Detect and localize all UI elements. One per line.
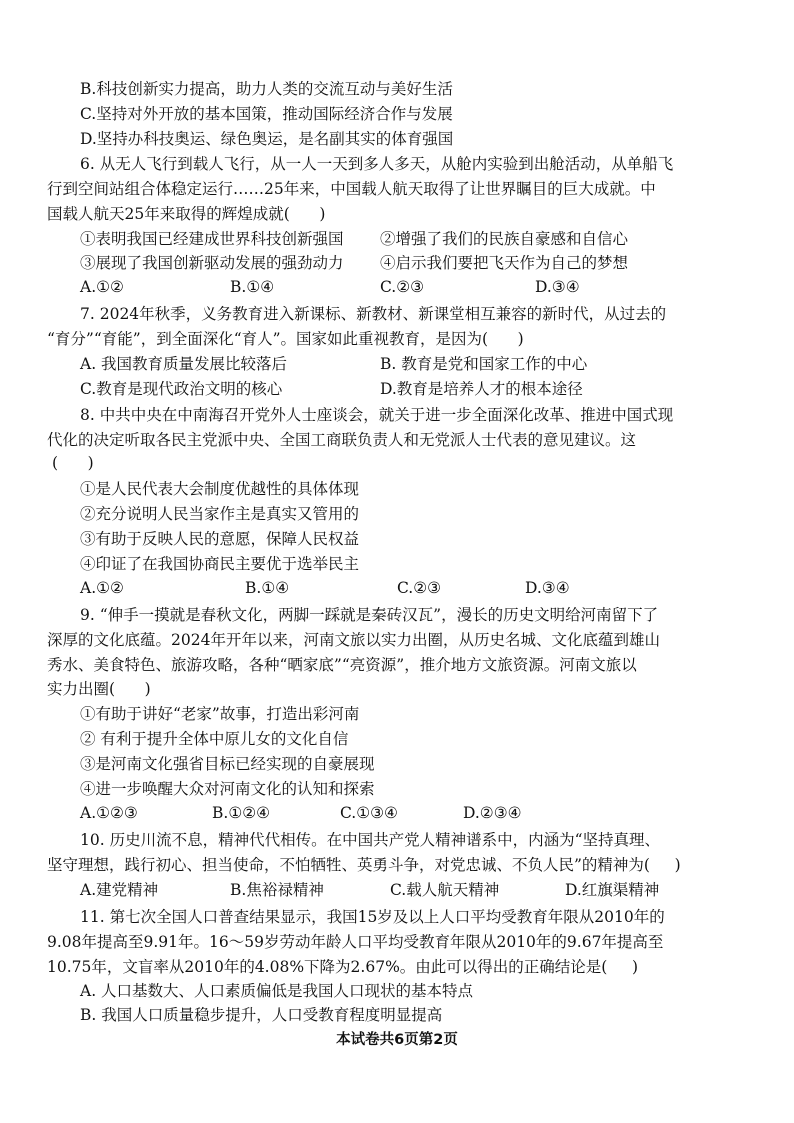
q6-stem-line-3: 国载人航天25年来取得的辉煌成就( ) xyxy=(47,205,326,223)
q6-option-d: D.③④ xyxy=(535,278,580,296)
q8-option-c: C.②③ xyxy=(397,579,442,597)
q7-option-a: A. 我国教育质量发展比较落后 xyxy=(80,355,288,373)
q11-option-b: B. 我国人口质量稳步提升，人口受教育程度明显提高 xyxy=(80,1006,443,1024)
q9-item-3: ③是河南文化强省目标已经实现的自豪展现 xyxy=(80,755,375,773)
q9-stem-line-2: 深厚的文化底蕴。2024年开年以来，河南文旅以实力出圈，从历史名城、文化底蕴到雄山 xyxy=(47,631,660,649)
q7-option-c: C.教育是现代政治文明的核心 xyxy=(80,380,283,398)
q6-option-a: A.①② xyxy=(80,278,124,296)
q10-option-d: D.红旗渠精神 xyxy=(565,881,660,899)
q9-item-4: ④进一步唤醒大众对河南文化的认知和探索 xyxy=(80,780,375,798)
q8-item-4: ④印证了在我国协商民主要优于选举民主 xyxy=(80,555,360,573)
q10-stem-line-1: 10. 历史川流不息，精神代代相传。在中国共产党人精神谱系中，内涵为“坚持真理、 xyxy=(80,831,661,849)
q7-option-b: B. 教育是党和国家工作的中心 xyxy=(380,355,588,373)
q7-option-d: D.教育是培养人才的根本途径 xyxy=(380,380,583,398)
q9-item-2: ② 有利于提升全体中原儿女的文化自信 xyxy=(80,730,349,748)
q6-item-4: ④启示我们要把飞天作为自己的梦想 xyxy=(380,254,629,272)
q10-option-c: C.载人航天精神 xyxy=(390,881,500,899)
q7-stem-line-1: 7. 2024年秋季，义务教育进入新课标、新教材、新课堂相互兼容的新时代，从过去的 xyxy=(80,305,667,323)
q6-item-3: ③展现了我国创新驱动发展的强劲动力 xyxy=(80,254,344,272)
q9-stem-line-4: 实力出圈( ) xyxy=(47,680,151,698)
q11-stem-line-1: 11. 第七次全国人口普查结果显示，我国15岁及以上人口平均受教育年限从2010年的 xyxy=(80,908,665,926)
q9-option-d: D.②③④ xyxy=(463,804,522,822)
q5-option-c: C.坚持对外开放的基本国策，推动国际经济合作与发展 xyxy=(80,105,453,123)
q8-item-1: ①是人民代表大会制度优越性的具体体现 xyxy=(80,480,360,498)
q11-stem-line-3: 10.75年，文盲率从2010年的4.08%下降为2.67%。由此可以得出的正确结论是( ) xyxy=(47,958,639,976)
q8-option-d: D.③④ xyxy=(525,579,570,597)
q6-stem-line-1: 6. 从无人飞行到载人飞行，从一人一天到多人多天，从舱内实验到出舱活动，从单船飞 xyxy=(80,155,674,173)
q9-option-c: C.①③④ xyxy=(340,804,398,822)
q6-item-2: ②增强了我们的民族自豪感和自信心 xyxy=(380,230,629,248)
q8-stem-line-2: 代化的决定听取各民主党派中央、全国工商联负责人和无党派人士代表的意见建议。这 xyxy=(47,431,637,449)
q9-stem-line-1: 9. “伸手一摸就是春秋文化，两脚一踩就是秦砖汉瓦”，漫长的历史文明给河南留下了 xyxy=(80,606,659,624)
q8-stem-line-1: 8. 中共中央在中南海召开党外人士座谈会，就关于进一步全面深化改革、推进中国式现 xyxy=(80,406,674,424)
q9-stem-line-3: 秀水、美食特色、旅游攻略，各种“晒家底”“亮资源”，推介地方文旅资源。河南文旅以 xyxy=(47,656,637,674)
q6-stem-line-2: 行到空间站组合体稳定运行……25年来，中国载人航天取得了让世界瞩目的巨大成就。中 xyxy=(47,180,656,198)
q11-stem-line-2: 9.08年提高至9.91年。16～59岁劳动年龄人口平均受教育年限从2010年的9.67年提高至 xyxy=(47,933,664,951)
q8-stem-line-3: ( ) xyxy=(52,454,94,472)
q6-option-b: B.①④ xyxy=(230,278,275,296)
q8-item-3: ③有助于反映人民的意愿，保障人民权益 xyxy=(80,530,360,548)
q9-option-b: B.①②④ xyxy=(212,804,271,822)
q8-option-a: A.①② xyxy=(80,579,124,597)
q7-stem-line-2: “育分”“育能”，到全面深化“育人”。国家如此重视教育，是因为( ) xyxy=(47,330,524,348)
q9-option-a: A.①②③ xyxy=(80,804,138,822)
q11-option-a: A. 人口基数大、人口素质偏低是我国人口现状的基本特点 xyxy=(80,982,474,1000)
q8-item-2: ②充分说明人民当家作主是真实又管用的 xyxy=(80,505,360,523)
q10-stem-line-2: 坚守理想，践行初心、担当使命，不怕牺牲、英勇斗争，对党忠诚、不负人民”的精神为( ) xyxy=(47,856,681,874)
q6-item-1: ①表明我国已经建成世界科技创新强国 xyxy=(80,230,344,248)
q5-option-b: B.科技创新实力提高，助力人类的交流互动与美好生活 xyxy=(80,80,453,98)
q9-item-1: ①有助于讲好“老家”故事，打造出彩河南 xyxy=(80,705,360,723)
q6-option-c: C.②③ xyxy=(380,278,425,296)
q10-option-a: A.建党精神 xyxy=(80,881,159,899)
q10-option-b: B.焦裕禄精神 xyxy=(230,881,324,899)
q5-option-d: D.坚持办科技奥运、绿色奥运，是名副其实的体育强国 xyxy=(80,130,454,148)
q8-option-b: B.①④ xyxy=(245,579,290,597)
page-footer: 本试卷共6页第2页 xyxy=(336,1032,458,1048)
